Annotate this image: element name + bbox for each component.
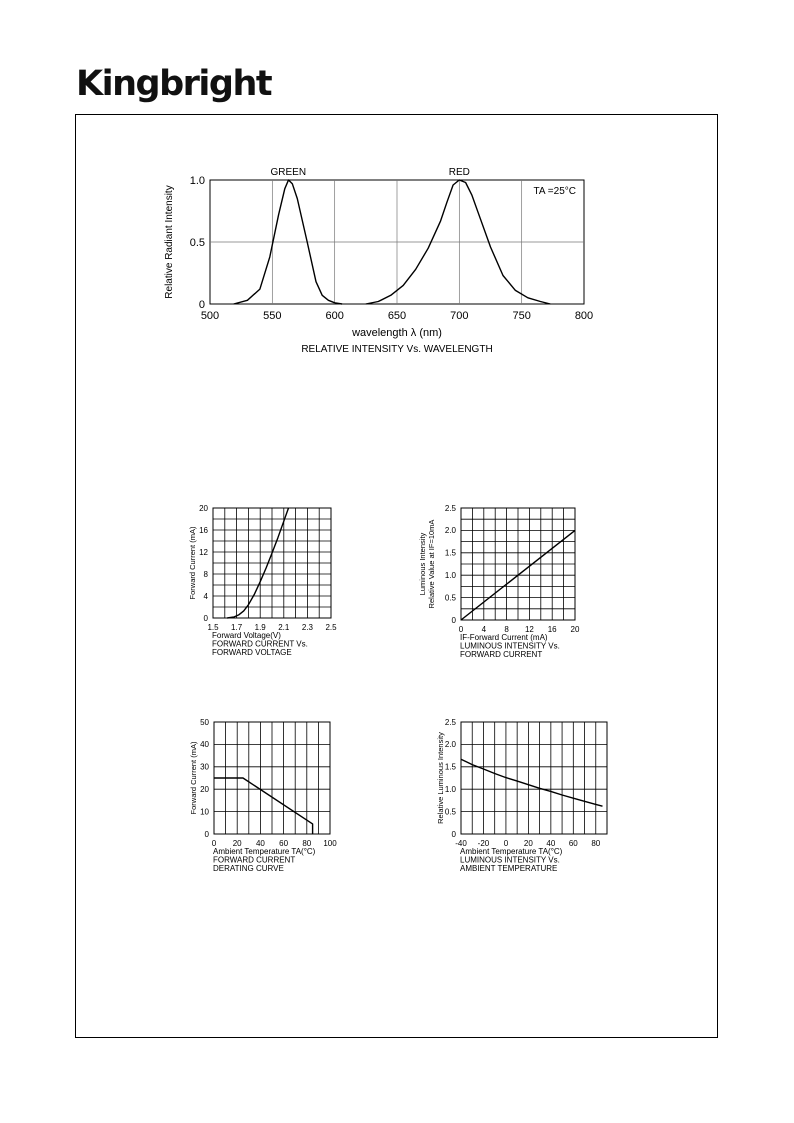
x-tick-label: 1.7 <box>231 623 243 632</box>
x-tick-label: 60 <box>568 839 578 848</box>
chart-caption-line: FORWARD CURRENT Vs. <box>212 639 308 649</box>
x-tick-label: 800 <box>574 310 594 322</box>
chart-caption-line: LUMINOUS INTENSITY Vs. <box>460 855 560 865</box>
x-axis-label: Ambient Temperature TA(°C) <box>460 847 563 856</box>
x-tick-label: 0 <box>503 839 509 848</box>
chart-caption: RELATIVE INTENSITY Vs. WAVELENGTH <box>301 344 493 355</box>
chart-caption-line: AMBIENT TEMPERATURE <box>460 864 558 873</box>
x-tick-label: 100 <box>323 839 337 848</box>
y-tick-label: 0 <box>451 829 456 839</box>
y-tick-label: 0.5 <box>444 593 456 603</box>
y-axis-label: Relative Radiant Intensity <box>164 185 175 299</box>
y-tick-label: 0 <box>204 829 209 839</box>
y-axis-label: Forward Current (mA) <box>188 526 197 600</box>
y-tick-label: 0 <box>198 298 205 311</box>
y-tick-label: 2.0 <box>444 526 456 536</box>
chart-derating <box>189 718 337 873</box>
x-tick-label: 80 <box>302 839 312 848</box>
y-tick-label: 0 <box>451 615 456 625</box>
series-label-green: GREEN <box>270 167 307 178</box>
y-tick-label: 2.5 <box>444 717 456 727</box>
y-tick-label: 1.0 <box>189 174 205 187</box>
y-tick-label: 0.5 <box>189 236 205 249</box>
x-axis-label: wavelength λ (nm) <box>352 327 442 339</box>
x-tick-label: 40 <box>255 839 265 848</box>
y-tick-label: 0.5 <box>444 807 456 817</box>
chart-caption-line: FORWARD VOLTAGE <box>212 648 292 657</box>
x-tick-label: 20 <box>232 839 242 848</box>
chart-caption-line: FORWARD CURRENT <box>213 855 296 865</box>
chart-caption-line: LUMINOUS INTENSITY Vs. <box>460 641 560 651</box>
y-tick-label: 1.0 <box>444 785 456 794</box>
x-tick-label: 8 <box>504 625 509 634</box>
x-tick-label: 12 <box>524 625 534 634</box>
x-axis-label: Forward Voltage(V) <box>212 631 281 640</box>
y-tick-label: 1.5 <box>444 548 456 558</box>
x-tick-label: 500 <box>200 310 220 322</box>
x-tick-label: 2.1 <box>278 623 290 632</box>
y-tick-label: 40 <box>200 740 209 750</box>
x-tick-label: -20 <box>477 839 490 848</box>
series-label-red: RED <box>448 167 470 178</box>
y-tick-label: 1.5 <box>444 762 456 772</box>
y-tick-label: 30 <box>200 762 209 772</box>
y-tick-label: 2.0 <box>444 740 456 750</box>
x-axis-label: IF-Forward Current (mA) <box>460 633 548 642</box>
y-axis-label: Relative Luminous Intensity <box>436 732 445 824</box>
x-tick-label: 0 <box>458 625 464 634</box>
x-tick-label: 750 <box>512 310 531 322</box>
x-tick-label: 0 <box>211 839 217 848</box>
y-tick-label: 8 <box>203 569 208 579</box>
x-tick-label: 80 <box>591 839 601 848</box>
y-axis-label-line: Luminous Intensity <box>418 532 427 596</box>
y-tick-label: 0 <box>203 613 208 623</box>
x-axis-label: Ambient Temperature TA(°C) <box>213 847 316 856</box>
y-axis-label-line: Relative Value at IF=10mA <box>427 519 436 609</box>
x-tick-label: 700 <box>450 310 469 322</box>
y-tick-label: 2.5 <box>444 503 456 513</box>
x-tick-label: 2.5 <box>325 623 337 632</box>
chart-iv <box>188 504 337 657</box>
chart-caption-line: DERATING CURVE <box>213 864 284 873</box>
y-tick-label: 50 <box>200 717 209 727</box>
y-tick-label: 10 <box>200 807 209 817</box>
x-tick-label: 1.5 <box>207 623 219 632</box>
x-tick-label: 2.3 <box>301 623 313 632</box>
y-axis-label: Forward Current (mA) <box>189 741 198 815</box>
plot-frame <box>461 722 607 834</box>
y-tick-label: 20 <box>200 785 209 794</box>
chart-lum_temp <box>436 718 607 873</box>
y-tick-label: 16 <box>199 525 208 535</box>
x-tick-label: 4 <box>481 625 487 634</box>
x-tick-label: 1.9 <box>254 623 266 632</box>
series-line-0 <box>214 778 313 834</box>
y-tick-label: 4 <box>203 591 208 601</box>
x-tick-label: -40 <box>455 839 467 848</box>
chart-lum_current <box>418 504 580 659</box>
x-tick-label: 20 <box>570 625 580 634</box>
x-tick-label: 650 <box>387 310 407 322</box>
x-tick-label: 60 <box>279 839 289 848</box>
temperature-annotation: TA =25°C <box>533 186 576 197</box>
x-tick-label: 16 <box>547 625 557 634</box>
y-tick-label: 20 <box>199 503 208 513</box>
x-tick-label: 20 <box>523 839 533 848</box>
chart-spectrum <box>164 167 593 355</box>
x-tick-label: 40 <box>546 839 556 848</box>
x-tick-label: 550 <box>263 310 282 322</box>
chart-caption-line: FORWARD CURRENT <box>460 650 543 659</box>
y-tick-label: 12 <box>199 547 208 557</box>
kingbright-logo: Kingbright <box>76 64 272 104</box>
y-tick-label: 1.0 <box>444 571 456 580</box>
x-tick-label: 600 <box>325 310 344 322</box>
series-line-0 <box>461 759 603 806</box>
